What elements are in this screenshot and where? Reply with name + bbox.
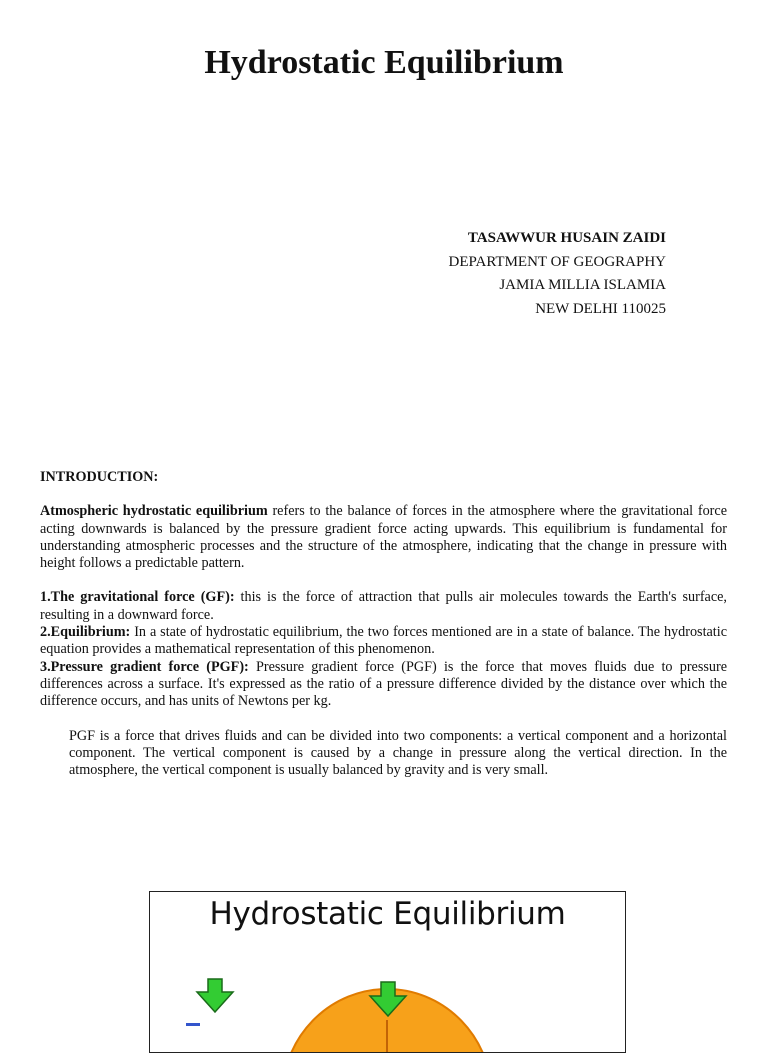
points-list: [40, 589, 727, 710]
point-text: In a state of hydrostatic equilibrium, the two forces mentioned are in a state of balance. The hydrostatic equation provides a mathematical representation of this phenomenon.: [40, 624, 727, 658]
point-term: 1.The gravitational force (GF):: [40, 589, 235, 606]
point-term: 3.Pressure gradient force (PGF):: [40, 658, 249, 675]
document-body: [40, 469, 727, 779]
document-title: Hydrostatic Equilibrium: [204, 44, 564, 81]
down-arrow-icon: [197, 979, 233, 1012]
section-heading: INTRODUCTION:: [40, 469, 159, 485]
author-institution: JAMIA MILLIA ISLAMIA: [499, 277, 666, 293]
hydrostatic-figure: [149, 891, 626, 1053]
point-text: Pressure gradient force (PGF) is the force that moves fluids due to pressure differences across a surface. It's expressed as the ratio of a pressure difference divided by the distance over which the difference occurs, and has units of Newtons per kg.: [40, 658, 727, 710]
figure-title: Hydrostatic Equilibrium: [209, 896, 566, 932]
point-term: 2.Equilibrium:: [40, 624, 131, 641]
intro-lead-text: refers to the balance of forces in the atmosphere where the gravitational force acting downwards is balanced by the pressure gradient force acting upwards. This equilibrium is fundamental for understanding atmospheric processes and the structure of the atmosphere, indicating that the change in pressure with height follows a predictable pattern.: [40, 503, 727, 572]
point-equilibrium: [40, 624, 727, 659]
author-city: NEW DELHI 110025: [535, 300, 666, 317]
label-fragment-icon: [186, 1023, 200, 1026]
author-block: [449, 227, 666, 321]
point-pressure-gradient-force: [40, 659, 727, 711]
point-text: this is the force of attraction that pulls air molecules towards the Earth's surface, resulting in a downward force.: [40, 589, 727, 623]
point-gravitational-force: [40, 589, 727, 624]
intro-lead-term: Atmospheric hydrostatic equilibrium: [40, 503, 268, 520]
author-department: DEPARTMENT OF GEOGRAPHY: [448, 253, 666, 270]
pgf-paragraph: PGF is a force that drives fluids and can be divided into two components: a vertical component and a horizontal component. The vertical component is caused by a change in pressure along the vertical direction. In the atmosphere, the vertical component is usually balanced by gravity and is very small.: [69, 727, 727, 779]
author-name: TASAWWUR HUSAIN ZAIDI: [467, 230, 666, 246]
intro-paragraph: [40, 503, 727, 572]
